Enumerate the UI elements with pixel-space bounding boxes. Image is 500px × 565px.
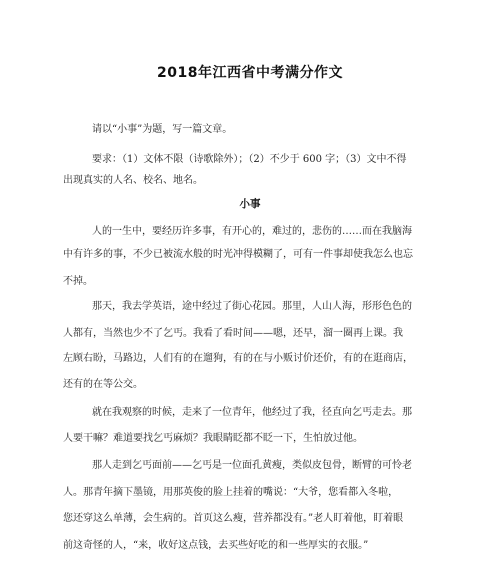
- paragraph-1-line-1: 人的一生中，要经历许多事，有开心的，难过的，悲伤的……而在我脑海: [92, 226, 412, 237]
- paragraph-3-line-1: 就在我观察的时候，走来了一位青年，他经过了我，径直向乞丐走去。那: [92, 407, 412, 418]
- paragraph-2-line-4: 还有的在等公交。: [63, 379, 143, 390]
- paragraph-4-line-1: 那人走到乞丐面前——乞丐是一位面孔黄瘦，类似皮包骨，断臂的可怜老: [92, 460, 412, 471]
- document-title: 2018年江西省中考满分作文: [157, 65, 343, 81]
- paragraph-1-line-3: 不掉。: [63, 276, 93, 287]
- paragraph-4-line-3: 您还穿这么单薄，会生病的。首页这么瘦，营养都没有。”老人盯着他，盯着眼: [63, 513, 404, 524]
- paragraph-3-line-2: 人要干嘛？难道要找乞丐麻烦？我眼睛眨都不眨一下，生怕放过他。: [63, 433, 363, 444]
- essay-title: 小事: [239, 198, 261, 210]
- paragraph-1-line-2: 中有许多的事，不少已被流水般的时光冲得模糊了，可有一件事却使我怎么也忘: [63, 249, 413, 260]
- paragraph-2-line-1: 那天，我去学英语，途中经过了街心花园。那里，人山人海，形形色色的: [92, 301, 412, 312]
- paragraph-2-line-3: 左顾右盼，马路边，人们有的在遛狗，有的在与小贩讨价还价，有的在逛商店，: [63, 353, 413, 364]
- paragraph-2-line-2: 人都有，当然也少不了乞丐。我看了看时间——嗯，还早，溜一圈再上课。我: [63, 328, 403, 339]
- paragraph-4-line-4: 前这奇怪的人，“来，收好这点钱，去买些好吃的和一些厚实的衣服。”: [63, 540, 369, 551]
- prompt-text: 请以“小事”为题，写一篇文章。: [92, 124, 233, 135]
- requirements-line-1: 要求：（1）文体不限（诗歌除外）；（2）不少于 600 字；（3）文中不得: [92, 154, 407, 165]
- paragraph-4-line-2: 人。那青年摘下墨镜，用那英俊的脸上挂着的嘴说：“大爷，您看都入冬啦，: [63, 487, 399, 498]
- requirements-line-2: 出现真实的人名、校名、地名。: [63, 175, 203, 186]
